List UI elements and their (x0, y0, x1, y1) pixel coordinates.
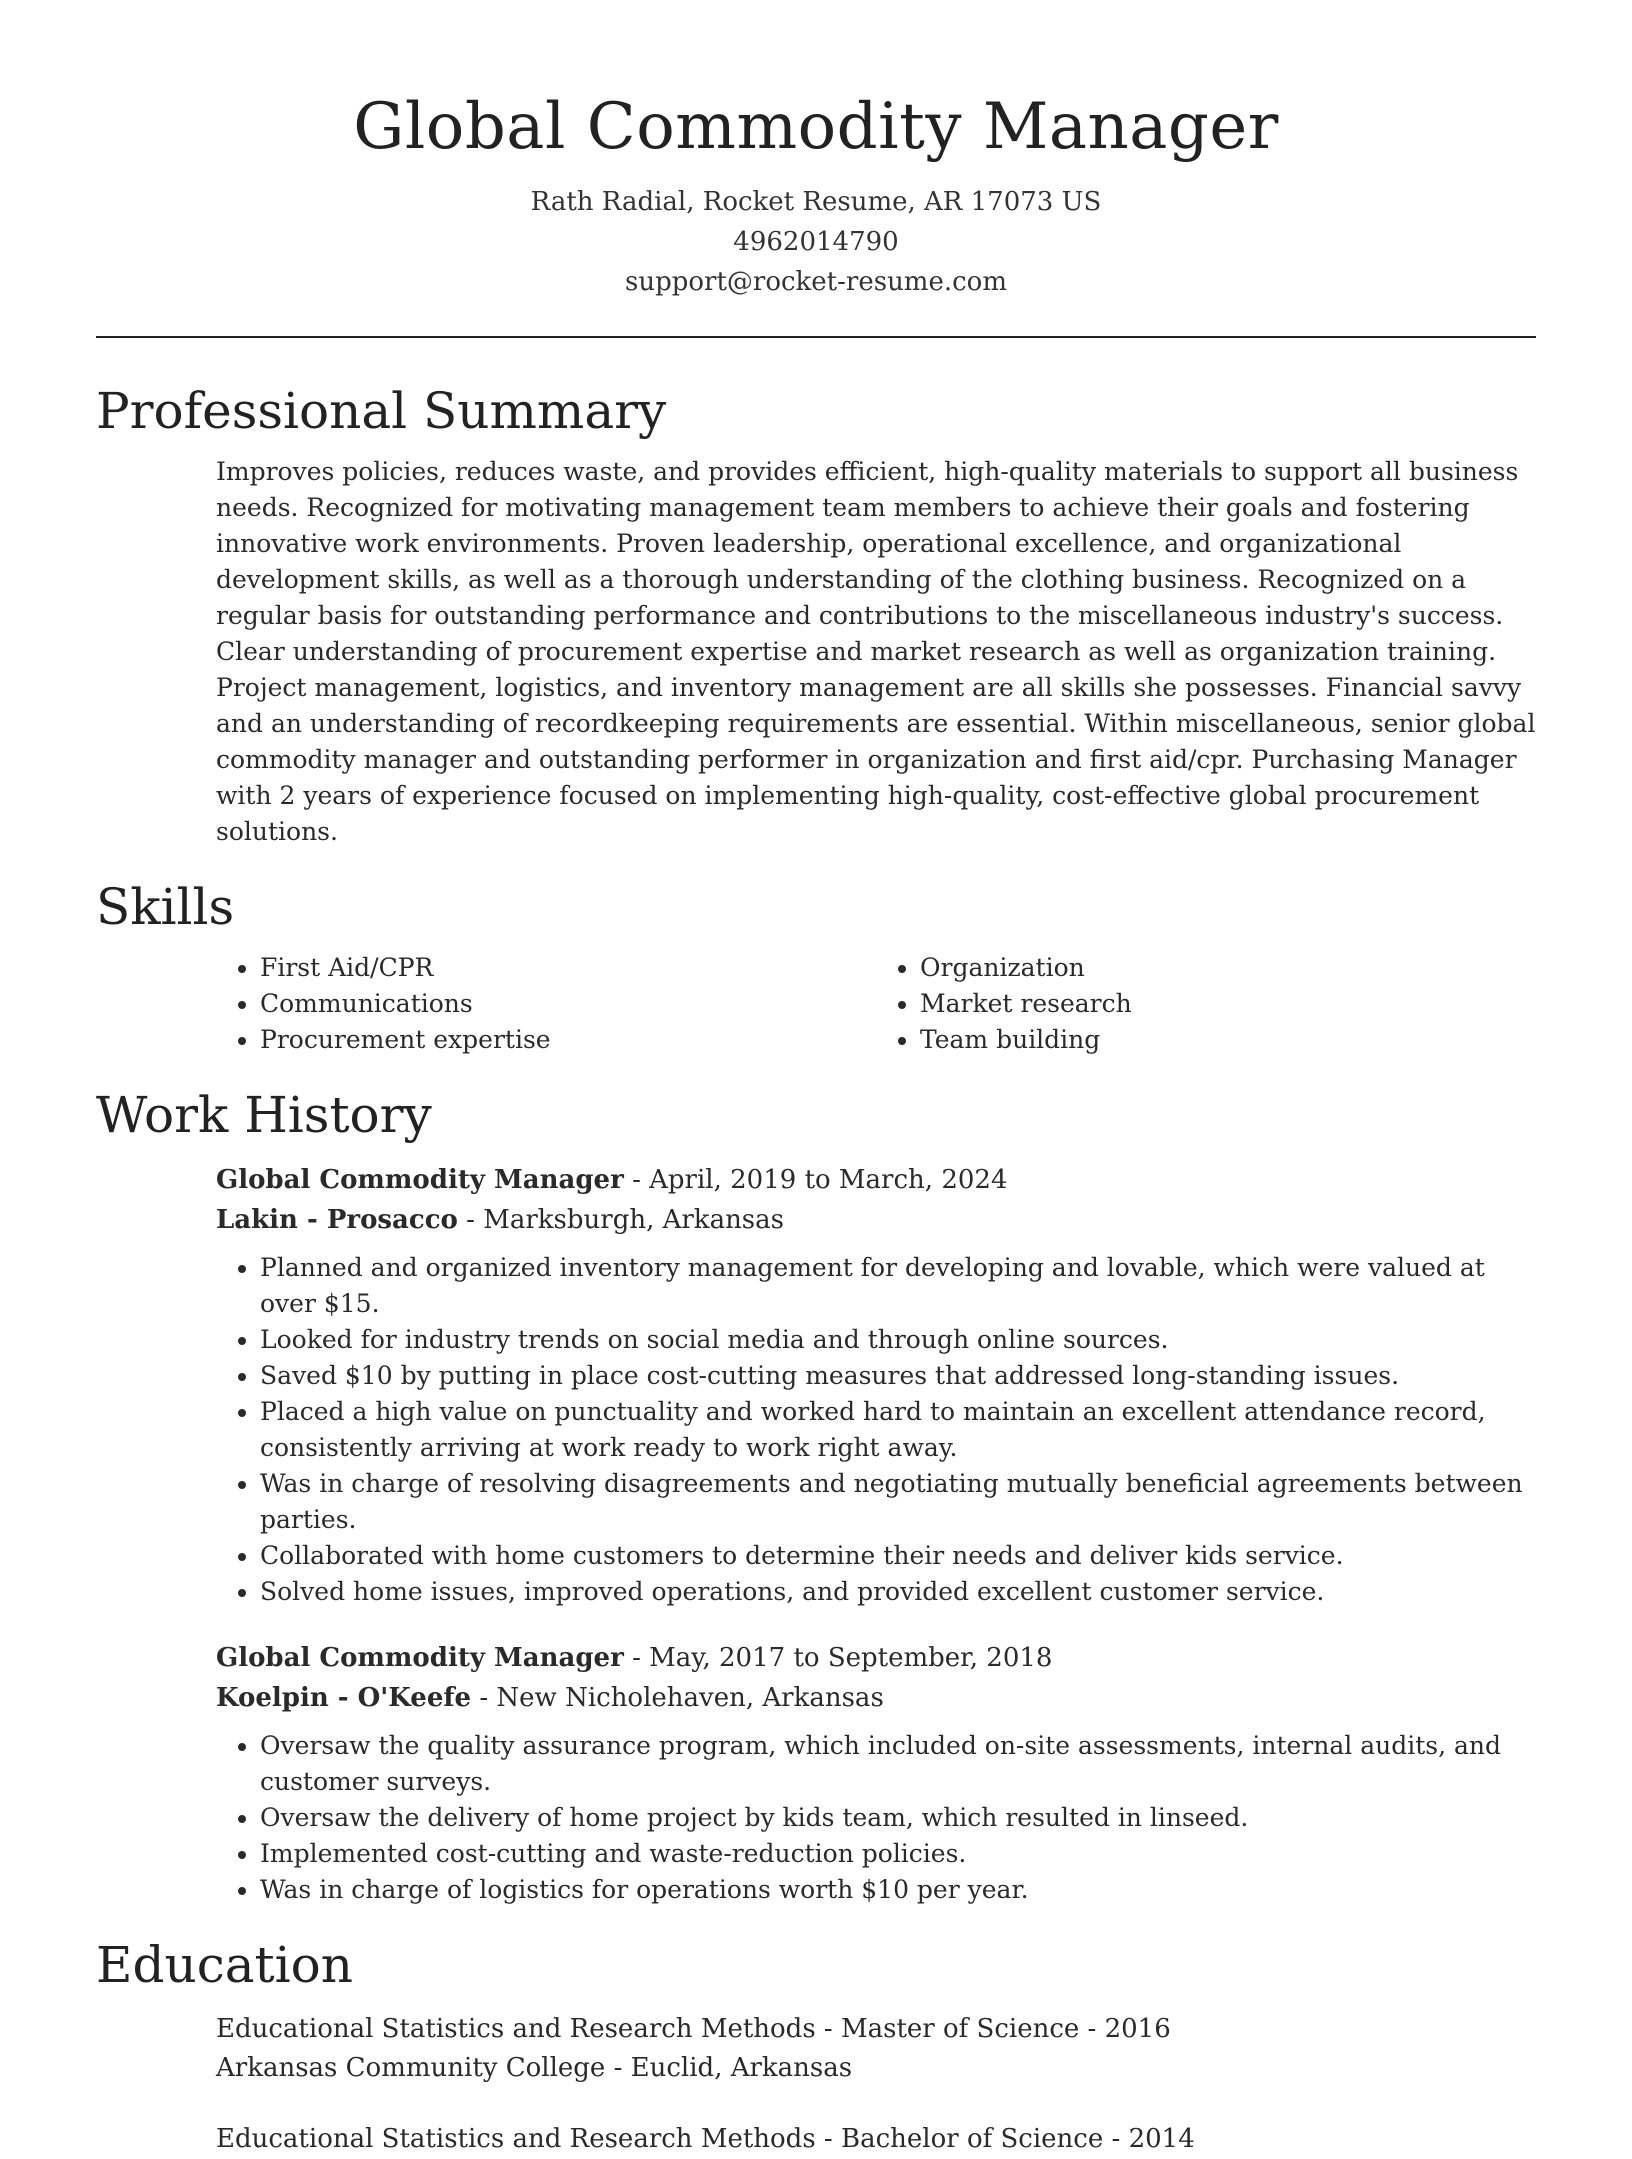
job-company-line (216, 1200, 1536, 1240)
job-company-line (216, 1678, 1536, 1718)
education-entry (216, 2120, 1536, 2159)
job-title-line (216, 1160, 1536, 1200)
skills-section (96, 872, 1536, 1058)
skill-item: • Communications (260, 986, 876, 1022)
contact-info (96, 182, 1536, 302)
resume-page (96, 0, 1536, 2159)
job-title-line (216, 1638, 1536, 1678)
job-bullet: • Placed a high value on punctuality and worked hard to maintain an excellent attendance record, consistently arriving at work ready to work right away. (260, 1394, 1536, 1466)
work-heading: Work History (96, 1086, 432, 1144)
header-divider (96, 336, 1536, 338)
skills-list-left (216, 950, 876, 1058)
education-degree-line: Educational Statistics and Research Methods - Bachelor of Science - 2014 (216, 2124, 1195, 2154)
job-entry (216, 1638, 1536, 1908)
skills-heading: Skills (96, 878, 235, 936)
summary-text: Improves policies, reduces waste, and provides efficient, high-quality materials to support all business needs. Recognized for motivating management team members to achieve their goals and fostering innovative work environments. Proven leadership, operational excellence, and organizational development skills, as well as a thorough understanding of the clothing business. Recognized on a regular basis for outstanding performance and contributions to the miscellaneous industry's success. Clear understanding of procurement expertise and market research as well as organization training. Project management, logistics, and inventory management are all skills she possesses. Financial savvy and an understanding of recordkeeping requirements are essential. Within miscellaneous, senior global commodity manager and outstanding performer in organization and first aid/cpr. Purchasing Manager with 2 years of experience focused on implementing high-quality, cost-effective global procurement solutions. (216, 457, 1536, 846)
job-entry (216, 1160, 1536, 1610)
resume-name: Global Commodity Manager (353, 90, 1279, 164)
skill-item: • First Aid/CPR (260, 950, 876, 986)
summary-heading: Professional Summary (96, 382, 667, 440)
contact-email: support@rocket-resume.com (624, 267, 1007, 297)
contact-phone: 4962014790 (733, 227, 899, 257)
skill-item: • Team building (920, 1022, 1536, 1058)
job-bullet: • Solved home issues, improved operations, and provided excellent customer service. (260, 1574, 1536, 1610)
job-bullet: • Oversaw the quality assurance program, which included on-site assessments, internal audits, and customer surveys. (260, 1728, 1536, 1800)
job-bullet: • Oversaw the delivery of home project by kids team, which resulted in linseed. (260, 1800, 1536, 1836)
education-degree-line: Educational Statistics and Research Methods - Master of Science - 2016 (216, 2014, 1171, 2044)
job-title: Global Commodity Manager (216, 1643, 624, 1673)
skill-item: • Organization (920, 950, 1536, 986)
job-bullet: • Planned and organized inventory management for developing and lovable, which were valued at over $15. (260, 1250, 1536, 1322)
job-title: Global Commodity Manager (216, 1165, 624, 1195)
job-bullet: • Collaborated with home customers to determine their needs and deliver kids service. (260, 1538, 1536, 1574)
job-company: Lakin - Prosacco (216, 1205, 458, 1235)
job-company: Koelpin - O'Keefe (216, 1683, 472, 1713)
job-bullet: • Looked for industry trends on social media and through online sources. (260, 1322, 1536, 1358)
job-bullets (216, 1728, 1536, 1908)
job-bullets (216, 1250, 1536, 1610)
skill-item: • Procurement expertise (260, 1022, 876, 1058)
summary-section (96, 376, 1536, 850)
contact-address: Rath Radial, Rocket Resume, AR 17073 US (530, 187, 1102, 217)
skill-item: • Market research (920, 986, 1536, 1022)
job-dates: - April, 2019 to March, 2024 (623, 1165, 1008, 1195)
skills-list-right (876, 950, 1536, 1058)
job-bullet: • Saved $10 by putting in place cost-cutting measures that addressed long-standing issues. (260, 1358, 1536, 1394)
education-section (96, 1930, 1536, 2159)
education-school-line: Arkansas Community College - Euclid, Arkansas (216, 2053, 853, 2083)
education-heading: Education (96, 1936, 353, 1994)
work-section (96, 1080, 1536, 1908)
resume-header (96, 0, 1536, 302)
job-bullet: • Was in charge of logistics for operations worth $10 per year. (260, 1872, 1536, 1908)
job-location: - Marksburgh, Arkansas (457, 1205, 784, 1235)
job-location: - New Nicholehaven, Arkansas (471, 1683, 884, 1713)
education-entry (216, 2010, 1536, 2088)
job-bullet: • Implemented cost-cutting and waste-reduction policies. (260, 1836, 1536, 1872)
job-bullet: • Was in charge of resolving disagreements and negotiating mutually beneficial agreements between parties. (260, 1466, 1536, 1538)
job-dates: - May, 2017 to September, 2018 (623, 1643, 1053, 1673)
